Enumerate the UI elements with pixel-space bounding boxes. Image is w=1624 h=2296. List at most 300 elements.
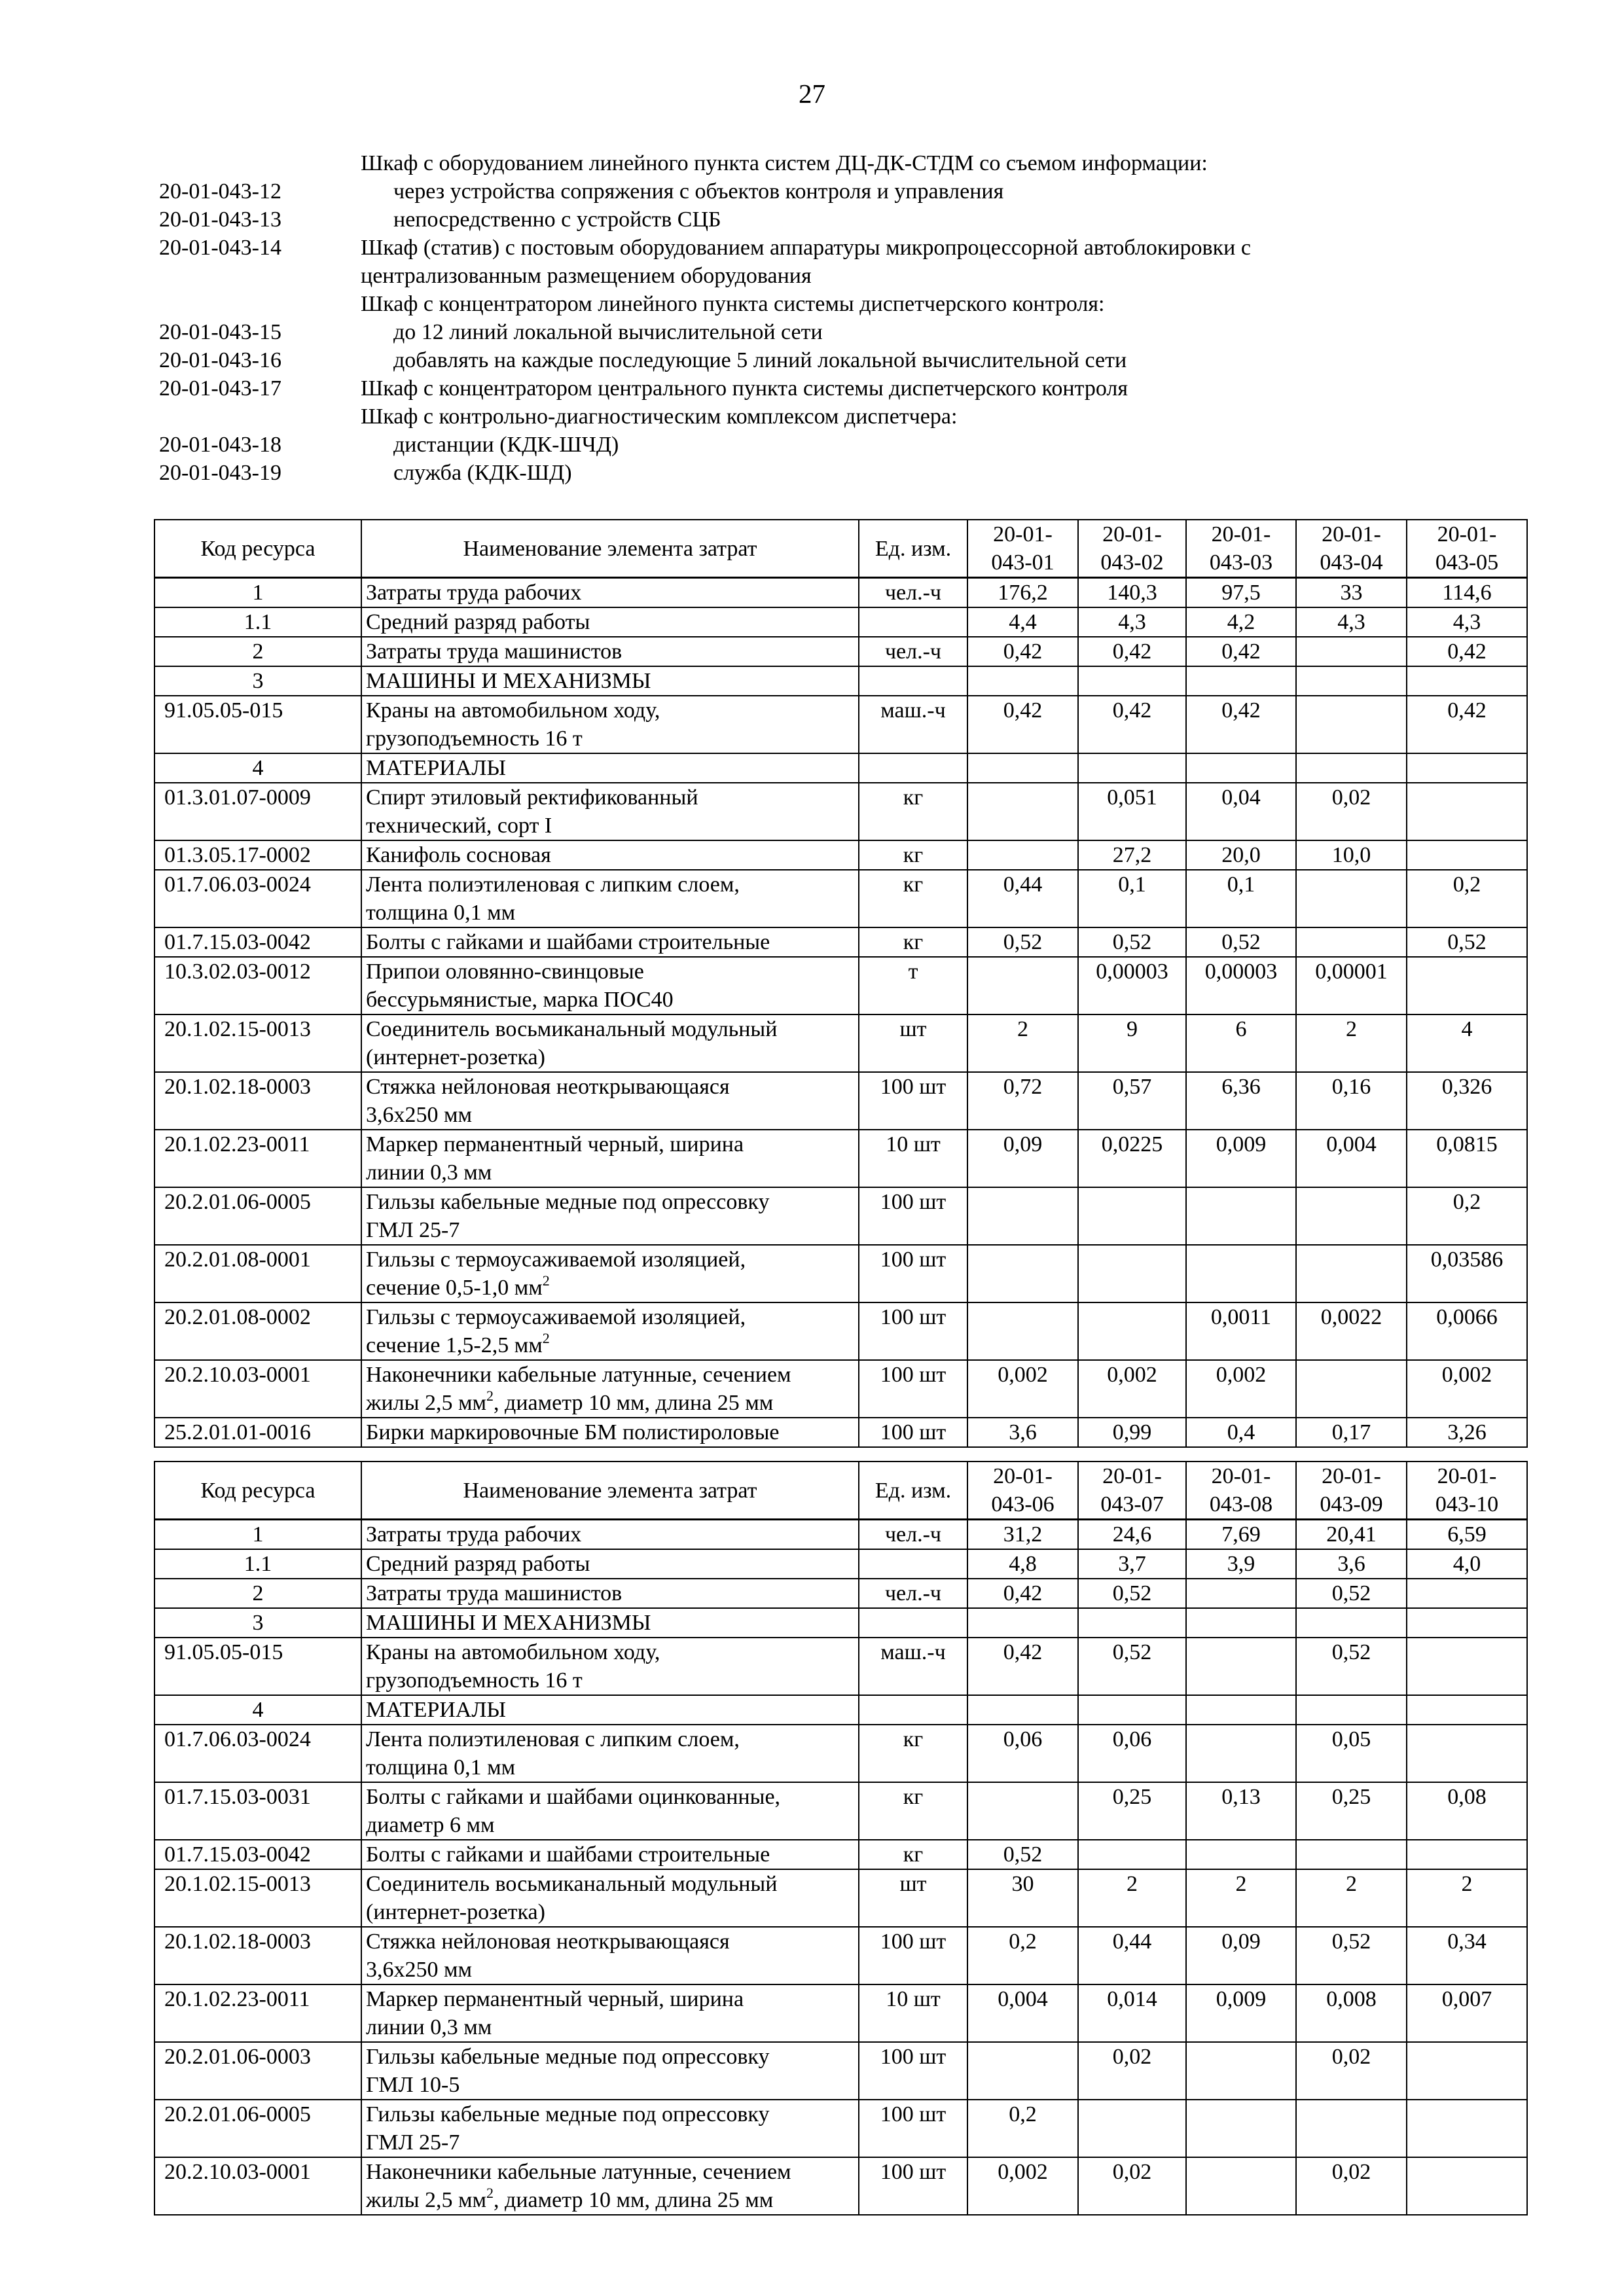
header-norm-code <box>1078 520 1186 578</box>
value-cell: 4,8 <box>967 1549 1078 1579</box>
value-cell: 0,42 <box>1186 696 1296 753</box>
name-fragment: Болты с гайками и шайбами строительные <box>366 1842 770 1867</box>
unit-cell: шт <box>859 1869 967 1927</box>
code-list-text: через устройства сопряжения с объектов контроля и управления <box>393 179 1004 204</box>
table-row <box>154 927 1527 957</box>
name-line <box>366 1073 854 1101</box>
name-fragment: жилы 2,5 мм <box>366 2188 487 2212</box>
header-norm-code <box>1186 520 1296 578</box>
value-cell: 0,007 <box>1407 1984 1527 2042</box>
value-cell: 0,52 <box>1407 927 1527 957</box>
value-cell <box>1296 927 1407 957</box>
value-cell: 0,009 <box>1186 1130 1296 1187</box>
table-row <box>154 1695 1527 1725</box>
value-cell <box>967 840 1078 870</box>
resource-code-cell: 10.3.02.03-0012 <box>154 957 361 1014</box>
name-line <box>366 1956 854 1984</box>
value-cell: 0,17 <box>1296 1418 1407 1447</box>
table-row <box>154 1418 1527 1447</box>
value-cell <box>1407 1725 1527 1782</box>
table-row <box>154 1638 1527 1695</box>
value-cell <box>1296 666 1407 696</box>
code-list-item <box>159 346 1534 374</box>
table-row <box>154 1927 1527 1984</box>
value-cell: 0,42 <box>967 696 1078 753</box>
name-fragment: толщина 0,1 мм <box>366 901 516 925</box>
name-fragment: 3,6x250 мм <box>366 1958 473 1982</box>
value-cell: 114,6 <box>1407 578 1527 608</box>
name-line <box>366 696 854 725</box>
value-cell: 0,008 <box>1296 1984 1407 2042</box>
header-norm-code-line: 20-01- <box>993 1464 1053 1488</box>
name-fragment: Стяжка нейлоновая неоткрывающаяся <box>366 1929 730 1954</box>
header-norm-code <box>1186 1462 1296 1520</box>
value-cell: 0,25 <box>1296 1782 1407 1840</box>
value-cell <box>1407 1840 1527 1869</box>
value-cell: 0,002 <box>1078 1360 1186 1418</box>
table-section <box>154 578 1527 637</box>
code-list-text: Шкаф с оборудованием линейного пункта систем ДЦ-ДК-СТДМ со съемом информации: <box>361 151 1208 175</box>
value-cell: 2 <box>1296 1014 1407 1072</box>
value-cell: 27,2 <box>1078 840 1186 870</box>
resource-code-cell: 20.1.02.18-0003 <box>154 1927 361 1984</box>
name-fragment: линии 0,3 мм <box>366 2015 492 2039</box>
name-fragment: Затраты труда рабочих <box>366 1522 582 1547</box>
code-list-item <box>159 403 1534 431</box>
header-norm-code <box>1078 1462 1186 1520</box>
name-line <box>366 1101 854 1129</box>
name-fragment: грузоподъемность 16 т <box>366 726 583 751</box>
unit-cell: чел.-ч <box>859 637 967 666</box>
value-cell: 0,57 <box>1078 1072 1186 1130</box>
value-cell: 0,0225 <box>1078 1130 1186 1187</box>
name-line <box>366 1811 854 1839</box>
value-cell <box>1078 1840 1186 1869</box>
code-list-item <box>159 234 1534 262</box>
name-line <box>366 1550 854 1578</box>
resource-code-cell: 20.2.01.08-0002 <box>154 1302 361 1360</box>
code-list-code: 20-01-043-19 <box>159 461 281 485</box>
unit-cell: 100 шт <box>859 2100 967 2157</box>
name-line <box>366 928 854 956</box>
value-cell <box>1407 957 1527 1014</box>
cost-element-name-cell <box>361 927 859 957</box>
value-cell <box>1407 666 1527 696</box>
value-cell <box>1078 1608 1186 1638</box>
name-line: Наконечники кабельные латунные, сечением <box>366 1363 791 1387</box>
unit-cell: кг <box>859 840 967 870</box>
name-fragment: (интернет-розетка) <box>366 1900 545 1924</box>
name-fragment: Припои оловянно-свинцовые <box>366 960 644 984</box>
value-cell: 97,5 <box>1186 578 1296 608</box>
value-cell <box>1186 666 1296 696</box>
unit-cell: кг <box>859 870 967 927</box>
code-list-item <box>159 290 1534 318</box>
name-line <box>366 1725 854 1753</box>
unit-cell <box>859 1695 967 1725</box>
header-norm-code-line: 043-04 <box>1320 550 1383 575</box>
cost-element-name-cell <box>361 1072 859 1130</box>
resource-code-cell: 20.1.02.23-0011 <box>154 1984 361 2042</box>
name-fragment: Гильзы с термоусаживаемой изоляцией, <box>366 1305 746 1329</box>
value-cell: 0,05 <box>1296 1725 1407 1782</box>
resource-code-cell: 20.1.02.15-0013 <box>154 1869 361 1927</box>
table-row <box>154 2042 1527 2100</box>
name-fragment: Затраты труда машинистов <box>366 639 623 664</box>
name-fragment: МАШИНЫ И МЕХАНИЗМЫ <box>366 669 651 693</box>
unit-cell: 100 шт <box>859 1927 967 1984</box>
unit-cell: маш.-ч <box>859 696 967 753</box>
name-line <box>366 1015 854 1043</box>
header-norm-code-line: 043-07 <box>1100 1492 1164 1516</box>
resource-code-cell: 01.7.06.03-0024 <box>154 1725 361 1782</box>
name-line <box>366 1898 854 1926</box>
value-cell: 0,002 <box>1186 1360 1296 1418</box>
value-cell: 0,08 <box>1407 1782 1527 1840</box>
unit-cell: 10 шт <box>859 1130 967 1187</box>
value-cell: 0,42 <box>1078 696 1186 753</box>
cost-element-name-cell <box>361 696 859 753</box>
name-fragment: МАШИНЫ И МЕХАНИЗМЫ <box>366 1611 651 1635</box>
value-cell <box>967 1245 1078 1302</box>
value-cell <box>1186 2042 1296 2100</box>
value-cell: 0,99 <box>1078 1418 1186 1447</box>
value-cell: 0,13 <box>1186 1782 1296 1840</box>
value-cell <box>1407 2042 1527 2100</box>
value-cell <box>1296 637 1407 666</box>
resource-code-cell: 01.3.01.07-0009 <box>154 783 361 840</box>
unit-cell: 100 шт <box>859 2157 967 2215</box>
value-cell <box>1078 1302 1186 1360</box>
name-line <box>366 1331 854 1359</box>
name-line <box>366 1274 854 1302</box>
value-cell: 0,42 <box>1407 637 1527 666</box>
unit-cell: 100 шт <box>859 1418 967 1447</box>
value-cell: 30 <box>967 1869 1078 1927</box>
value-cell <box>1186 1579 1296 1608</box>
table-row <box>154 637 1527 666</box>
value-cell: 0,004 <box>1296 1130 1407 1187</box>
value-cell <box>1186 1725 1296 1782</box>
name-fragment: сечение 1,5-2,5 мм <box>366 1333 543 1357</box>
value-cell: 0,002 <box>967 2157 1078 2215</box>
name-fragment: жилы 2,5 мм <box>366 1391 487 1415</box>
code-list-item <box>159 262 1534 290</box>
value-cell <box>1296 1840 1407 1869</box>
table-section <box>154 1579 1527 1608</box>
value-cell: 20,41 <box>1296 1520 1407 1550</box>
cost-element-name-cell <box>361 783 859 840</box>
code-list-item <box>159 149 1534 177</box>
code-list-text: Шкаф с контрольно-диагностическим комплексом диспетчера: <box>361 404 958 429</box>
value-cell: 9 <box>1078 1014 1186 1072</box>
code-list-text: до 12 линий локальной вычислительной сети <box>393 320 823 344</box>
code-list-code: 20-01-043-16 <box>159 348 281 372</box>
value-cell: 0,52 <box>1186 927 1296 957</box>
value-cell: 4,3 <box>1078 607 1186 637</box>
unit-cell: кг <box>859 1840 967 1869</box>
value-cell: 0,06 <box>1078 1725 1186 1782</box>
name-line <box>366 1870 854 1898</box>
resource-table-2 <box>154 1461 1528 2215</box>
value-cell: 0,52 <box>1078 1579 1186 1608</box>
value-cell: 6,59 <box>1407 1520 1527 1550</box>
cost-element-name-cell <box>361 1418 859 1447</box>
header-cost-element-name: Наименование элемента затрат <box>361 520 859 578</box>
value-cell <box>1078 753 1186 783</box>
table-row <box>154 1984 1527 2042</box>
table-row <box>154 957 1527 1014</box>
name-fragment: линии 0,3 мм <box>366 1160 492 1185</box>
value-cell <box>1296 1695 1407 1725</box>
header-unit: Ед. изм. <box>859 520 967 578</box>
value-cell: 0,02 <box>1078 2042 1186 2100</box>
value-cell: 3,9 <box>1186 1549 1296 1579</box>
value-cell: 0,42 <box>1186 637 1296 666</box>
value-cell: 0,06 <box>967 1725 1078 1782</box>
value-cell <box>1078 1187 1186 1245</box>
value-cell: 0,42 <box>967 1579 1078 1608</box>
value-cell: 31,2 <box>967 1520 1078 1550</box>
table-row <box>154 1869 1527 1927</box>
name-fragment: Стяжка нейлоновая неоткрывающаяся <box>366 1075 730 1099</box>
value-cell: 0,52 <box>1078 1638 1186 1695</box>
name-line <box>366 637 854 666</box>
name-line <box>366 2128 854 2157</box>
header-norm-code-line: 20-01- <box>1102 522 1162 547</box>
value-cell: 0,52 <box>1296 1927 1407 1984</box>
value-cell: 2 <box>1296 1869 1407 1927</box>
code-list-item <box>159 177 1534 206</box>
superscript: 2 <box>542 1272 550 1289</box>
unit-cell: чел.-ч <box>859 578 967 608</box>
value-cell: 2 <box>1078 1869 1186 1927</box>
name-line <box>366 986 854 1014</box>
name-line <box>366 1928 854 1956</box>
name-fragment: Соединитель восьмиканальный модульный <box>366 1872 778 1896</box>
value-cell: 0,42 <box>967 1638 1078 1695</box>
header-norm-code-line: 043-06 <box>991 1492 1055 1516</box>
name-fragment: Гильзы кабельные медные под опрессовку <box>366 1190 770 1214</box>
name-line <box>366 1418 854 1446</box>
resource-code-cell: 20.2.10.03-0001 <box>154 2157 361 2215</box>
header-norm-code-line: 043-03 <box>1209 550 1273 575</box>
unit-cell <box>859 1608 967 1638</box>
table-row <box>154 2100 1527 2157</box>
name-line <box>366 841 854 869</box>
name-fragment: Затраты труда машинистов <box>366 1581 623 1605</box>
code-list-text: добавлять на каждые последующие 5 линий локальной вычислительной сети <box>393 348 1127 372</box>
value-cell: 0,16 <box>1296 1072 1407 1130</box>
value-cell: 0,04 <box>1186 783 1296 840</box>
name-line <box>366 1520 854 1549</box>
name-fragment: Средний разряд работы <box>366 1552 590 1576</box>
resource-code-cell: 01.7.15.03-0042 <box>154 927 361 957</box>
name-fragment: грузоподъемность 16 т <box>366 1668 583 1693</box>
cost-element-name-cell <box>361 1695 859 1725</box>
table-row <box>154 783 1527 840</box>
value-cell <box>1186 1840 1296 1869</box>
header-norm-code-line: 043-10 <box>1435 1492 1499 1516</box>
table-row <box>154 1130 1527 1187</box>
code-list-text: Шкаф с концентратором центрального пункта системы диспетчерского контроля <box>361 376 1128 401</box>
name-line <box>366 1609 854 1637</box>
table-row <box>154 607 1527 637</box>
cost-element-name-cell <box>361 1638 859 1695</box>
value-cell <box>1407 1579 1527 1608</box>
value-cell: 4,2 <box>1186 607 1296 637</box>
resource-code-cell: 4 <box>154 1695 361 1725</box>
header-norm-code-line: 20-01- <box>1322 522 1381 547</box>
name-fragment: бессурьмянистые, марка ПОС40 <box>366 988 674 1012</box>
name-line <box>366 2186 854 2214</box>
name-fragment: МАТЕРИАЛЫ <box>366 1698 507 1722</box>
code-list-code: 20-01-043-13 <box>159 207 281 232</box>
cost-element-name-cell <box>361 2100 859 2157</box>
header-unit: Ед. изм. <box>859 1462 967 1520</box>
unit-cell: чел.-ч <box>859 1520 967 1550</box>
cost-element-name-cell <box>361 578 859 608</box>
superscript: 2 <box>486 2185 494 2201</box>
value-cell: 7,69 <box>1186 1520 1296 1550</box>
value-cell: 0,34 <box>1407 1927 1527 1984</box>
resource-code-cell: 4 <box>154 753 361 783</box>
value-cell <box>1186 1608 1296 1638</box>
table-section <box>154 753 1527 1447</box>
name-fragment: ГМЛ 25-7 <box>366 2130 460 2155</box>
value-cell <box>1407 753 1527 783</box>
unit-cell: кг <box>859 927 967 957</box>
code-list-code: 20-01-043-17 <box>159 376 281 401</box>
name-line <box>366 2043 854 2071</box>
header-resource-code: Код ресурса <box>154 1462 361 1520</box>
value-cell <box>967 1608 1078 1638</box>
value-cell: 0,2 <box>1407 1187 1527 1245</box>
value-cell <box>1296 1360 1407 1418</box>
value-cell: 0,00003 <box>1078 957 1186 1014</box>
unit-cell: 100 шт <box>859 1360 967 1418</box>
name-fragment: Средний разряд работы <box>366 610 590 634</box>
table-section <box>154 1608 1527 1695</box>
code-list-text: Шкаф с концентратором линейного пункта системы диспетчерского контроля: <box>361 292 1105 316</box>
table-row <box>154 1072 1527 1130</box>
value-cell: 0,42 <box>1078 637 1186 666</box>
unit-cell <box>859 607 967 637</box>
cost-element-name-cell <box>361 666 859 696</box>
name-line <box>366 1638 854 1666</box>
name-fragment: сечение 0,5-1,0 мм <box>366 1276 543 1300</box>
resource-table-1 <box>154 519 1528 1448</box>
value-cell: 0,0011 <box>1186 1302 1296 1360</box>
table-row <box>154 1014 1527 1072</box>
value-cell <box>1296 1245 1407 1302</box>
value-cell <box>1078 1695 1186 1725</box>
table-row <box>154 1245 1527 1302</box>
value-cell: 0,52 <box>1296 1638 1407 1695</box>
header-norm-code-line: 20-01- <box>1437 1464 1497 1488</box>
resource-code-cell: 3 <box>154 1608 361 1638</box>
table-section <box>154 1520 1527 1579</box>
name-line <box>366 667 854 695</box>
cost-element-name-cell <box>361 2157 859 2215</box>
cost-element-name-cell <box>361 1014 859 1072</box>
table-row <box>154 753 1527 783</box>
value-cell: 0,00001 <box>1296 957 1407 1014</box>
value-cell <box>1078 1245 1186 1302</box>
table-row <box>154 1520 1527 1550</box>
name-line <box>366 1840 854 1869</box>
value-cell <box>1078 2100 1186 2157</box>
name-fragment: ГМЛ 25-7 <box>366 1218 460 1242</box>
name-line <box>366 754 854 782</box>
cost-element-name-cell <box>361 1927 859 1984</box>
value-cell: 0,051 <box>1078 783 1186 840</box>
value-cell: 4,3 <box>1407 607 1527 637</box>
resource-code-cell: 01.3.05.17-0002 <box>154 840 361 870</box>
header-norm-code-line: 043-09 <box>1320 1492 1383 1516</box>
code-list-text: Шкаф (статив) с постовым оборудованием аппаратуры микропроцессорной автоблокировки с <box>361 236 1251 260</box>
value-cell: 0,00003 <box>1186 957 1296 1014</box>
name-line <box>366 1783 854 1811</box>
name-fragment: Спирт этиловый ректификованный <box>366 785 698 810</box>
cost-element-name-cell <box>361 1549 859 1579</box>
resource-code-cell: 1.1 <box>154 607 361 637</box>
value-cell: 4,4 <box>967 607 1078 637</box>
name-fragment: Лента полиэтиленовая с липким слоем, <box>366 872 740 897</box>
code-list-item <box>159 431 1534 459</box>
unit-cell: 100 шт <box>859 1187 967 1245</box>
name-line <box>366 1043 854 1071</box>
value-cell <box>1407 2100 1527 2157</box>
name-line <box>366 1389 854 1417</box>
value-cell: 6,36 <box>1186 1072 1296 1130</box>
header-norm-code <box>1296 520 1407 578</box>
value-cell: 4,0 <box>1407 1549 1527 1579</box>
name-fragment: Лента полиэтиленовая с липким слоем, <box>366 1727 740 1751</box>
value-cell <box>967 2042 1078 2100</box>
value-cell: 0,2 <box>967 1927 1078 1984</box>
code-list-item <box>159 318 1534 346</box>
name-line <box>366 958 854 986</box>
value-cell: 140,3 <box>1078 578 1186 608</box>
value-cell <box>1296 1187 1407 1245</box>
name-line <box>366 1303 854 1331</box>
unit-cell: 10 шт <box>859 1984 967 2042</box>
cost-element-name-cell <box>361 1130 859 1187</box>
header-norm-code <box>967 1462 1078 1520</box>
code-list-code: 20-01-043-18 <box>159 433 281 457</box>
value-cell: 3,6 <box>1296 1549 1407 1579</box>
name-fragment: Гильзы кабельные медные под опрессовку <box>366 2045 770 2069</box>
name-line <box>366 1696 854 1724</box>
value-cell: 0,002 <box>1407 1360 1527 1418</box>
name-line <box>366 1130 854 1158</box>
value-cell: 0,0066 <box>1407 1302 1527 1360</box>
unit-cell: чел.-ч <box>859 1579 967 1608</box>
resource-code-cell: 20.2.01.08-0001 <box>154 1245 361 1302</box>
value-cell <box>1407 1638 1527 1695</box>
name-fragment: Гильзы кабельные медные под опрессовку <box>366 2102 770 2126</box>
resource-code-cell: 20.2.01.06-0005 <box>154 1187 361 1245</box>
value-cell <box>1186 1638 1296 1695</box>
resource-code-cell: 20.2.01.06-0005 <box>154 2100 361 2157</box>
unit-cell: маш.-ч <box>859 1638 967 1695</box>
table-section <box>154 637 1527 666</box>
name-line <box>366 2071 854 2099</box>
resource-code-cell: 20.2.01.06-0003 <box>154 2042 361 2100</box>
value-cell <box>1186 2157 1296 2215</box>
value-cell: 2 <box>1186 1869 1296 1927</box>
